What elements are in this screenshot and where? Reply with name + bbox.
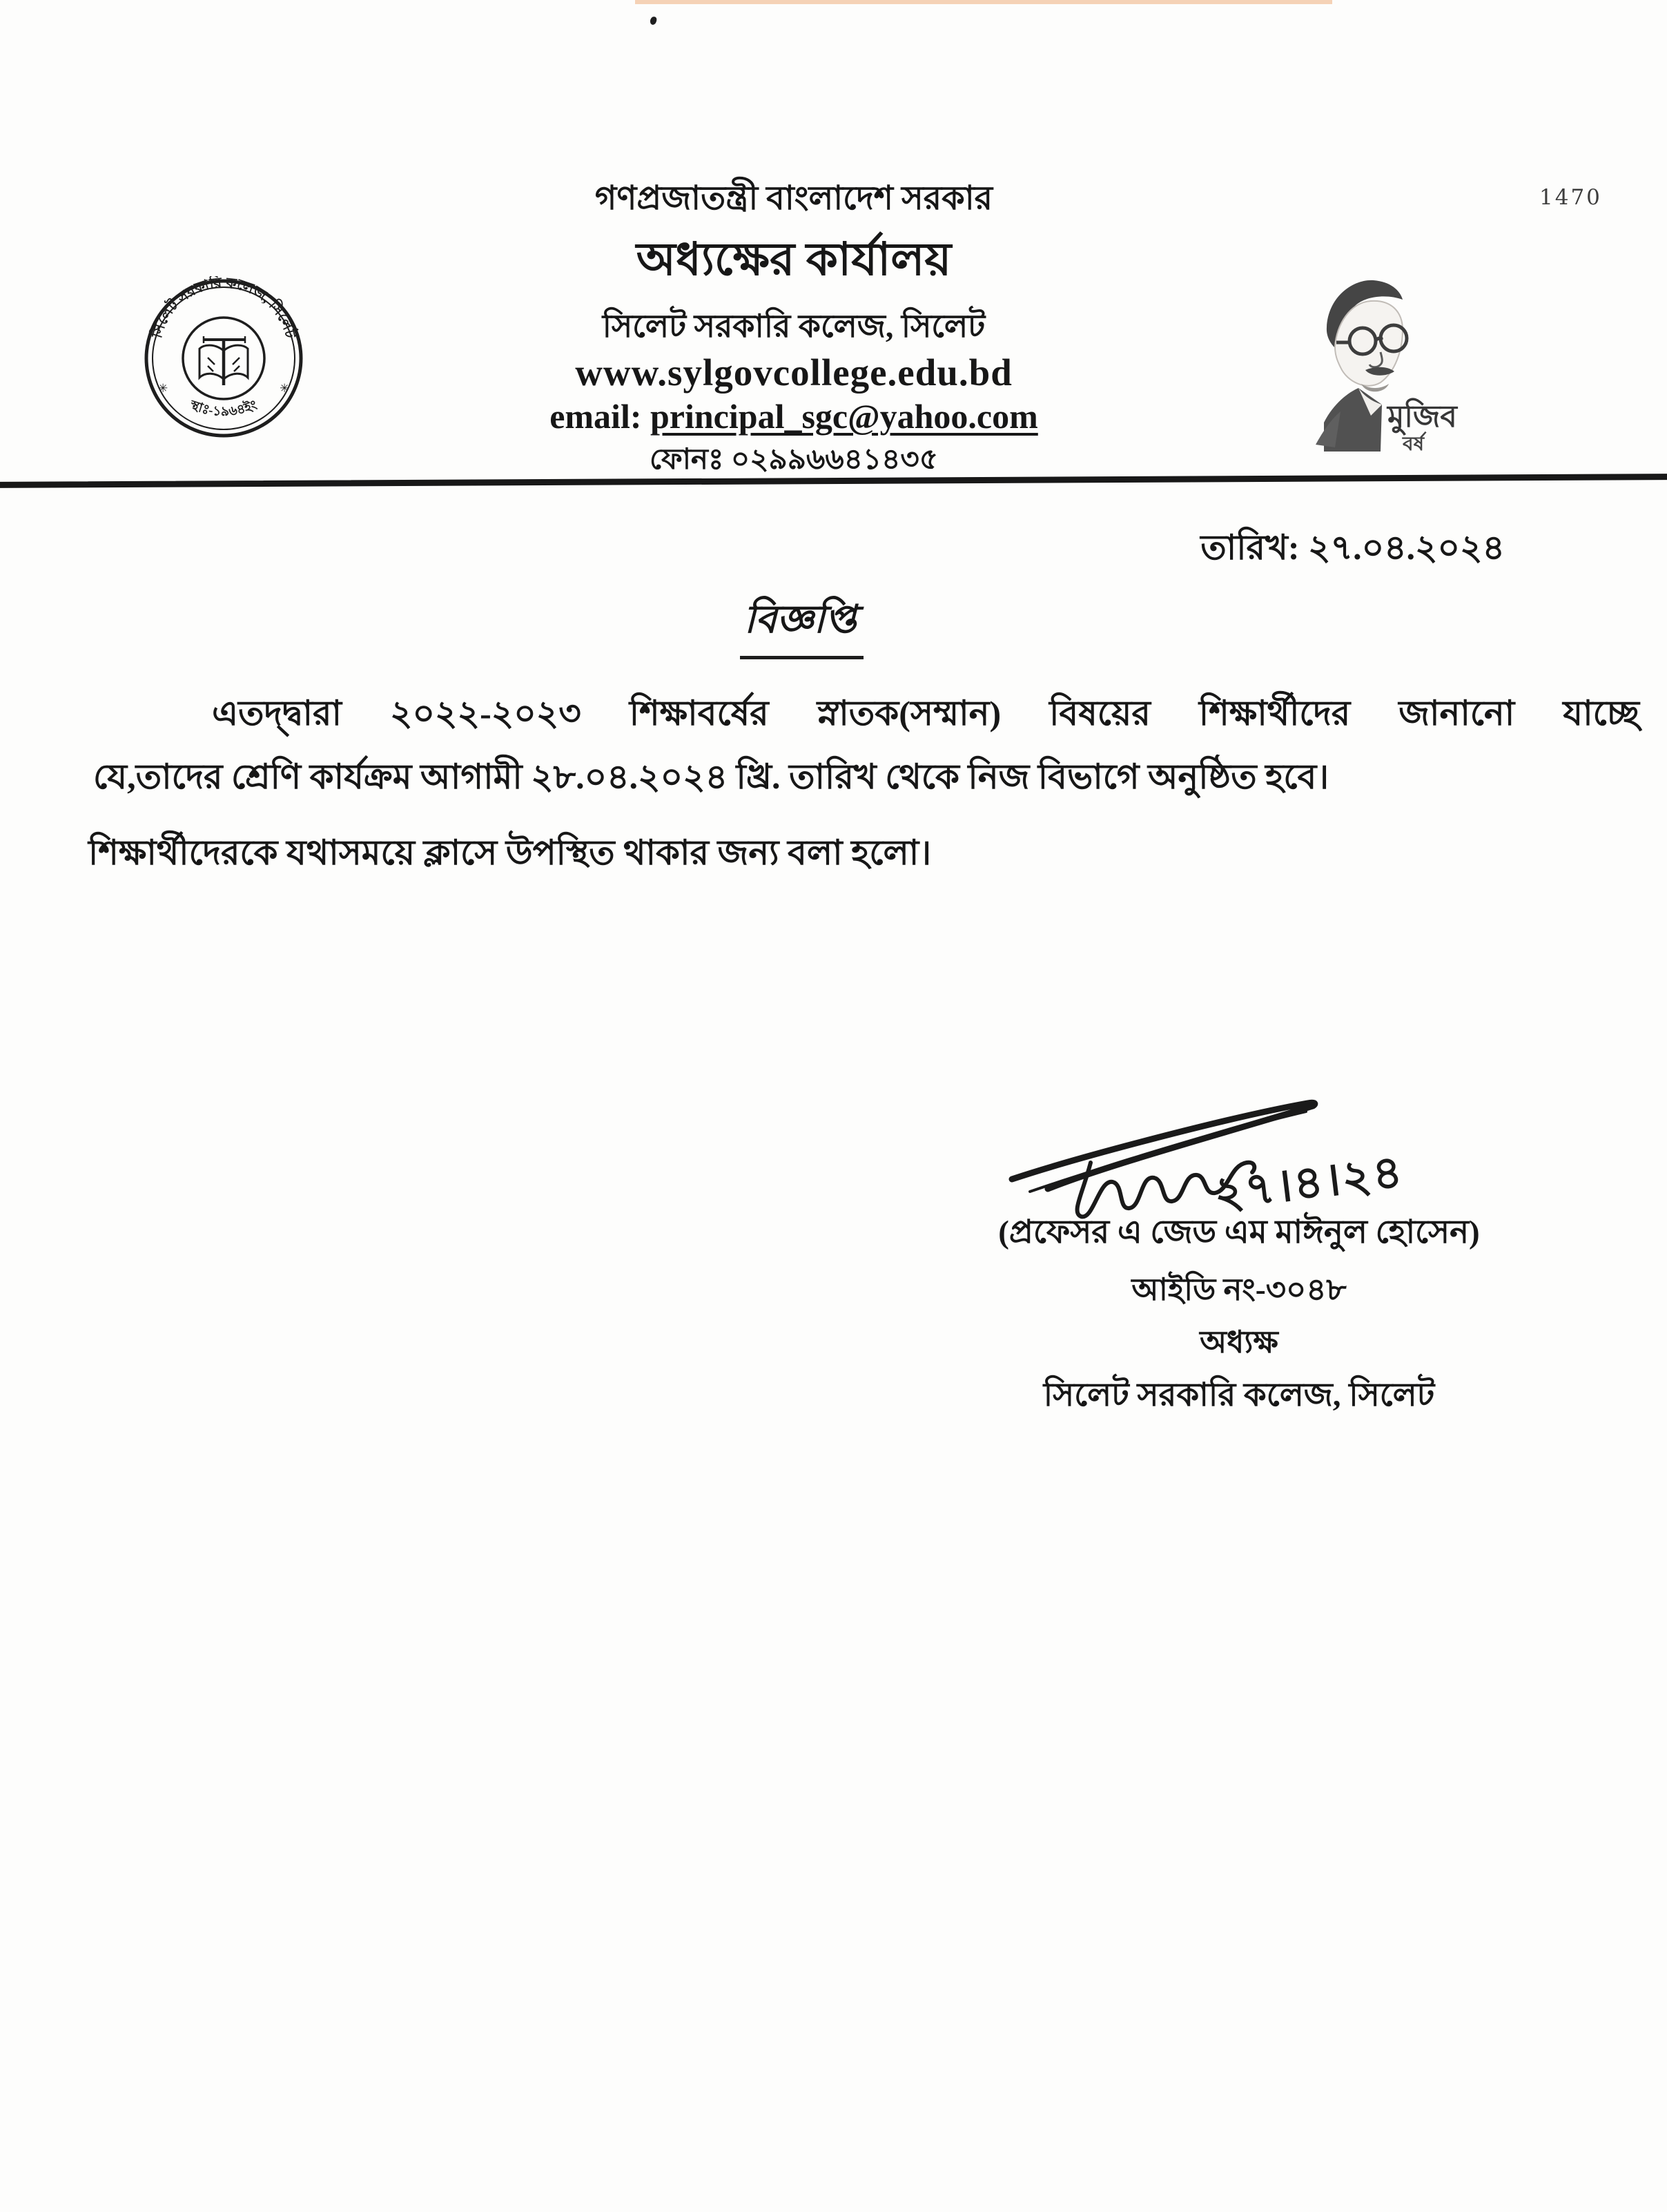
signature-handwritten-date: ২৭।৪।২৪	[1211, 1146, 1407, 1220]
seal-book-emblem	[199, 336, 248, 385]
signatory-institution: সিলেট সরকারি কলেজ, সিলেট	[1043, 1377, 1435, 1413]
college-website: www.sylgovcollege.edu.bd	[575, 351, 1013, 394]
serial-number: 1470	[1539, 185, 1602, 210]
office-name: অধ্যক্ষের কার্যালয়	[636, 235, 952, 285]
mujib-logo-subtitle: বর্ষ	[1403, 434, 1425, 455]
mujib-borsho-logo	[1299, 266, 1459, 457]
email-label: email:	[549, 397, 650, 436]
signatory-id: আইডি নং-৩০৪৮	[1131, 1272, 1347, 1307]
ink-speck-artifact	[650, 16, 658, 26]
seal-rim-text: সিলেট সরকারি কলেজ, সিলেট	[148, 276, 299, 340]
college-name: সিলেট সরকারি কলেজ, সিলেট	[602, 309, 986, 344]
body-line-3: শিক্ষার্থীদেরকে যথাসময়ে ক্লাসে উপস্থিত থাকার জন্য বলা হলো।	[88, 833, 932, 872]
mujib-logo-title: মুজিব	[1387, 400, 1457, 434]
svg-text:সিলেট সরকারি কলেজ, সিলেট	[148, 276, 300, 341]
seal-established-text: স্থাঃ-১৯৬৪ইং	[188, 398, 260, 420]
notice-title: বিজ্ঞপ্তি	[740, 590, 864, 659]
body-line-2: যে,তাদের শ্রেণি কার্যক্রম আগামী ২৮.০৪.২০২৪ খ্রি. তারিখ থেকে নিজ বিভাগে অনুষ্ঠিত হবে।	[93, 757, 1329, 796]
email-address: principal_sgc@yahoo.com	[650, 397, 1038, 436]
body-line-1: এতদ্দ্বারা ২০২২-২০২৩ শিক্ষাবর্ষের স্নাতক(সম্মান) বিষয়ের শিক্ষার্থীদের জানানো যাচ্ছে	[212, 694, 1639, 733]
notice-date: তারিখ: ২৭.০৪.২০২৪	[1200, 528, 1505, 567]
seal-star-left: ✳	[158, 382, 168, 395]
email-line	[311, 395, 1277, 438]
mujib-portrait-icon	[1299, 266, 1459, 457]
college-seal	[142, 276, 306, 440]
signatory-designation: অধ্যক্ষ	[1200, 1325, 1278, 1359]
seal-star-right: ✳	[280, 382, 290, 395]
phone-line: ফোনঃ ০২৯৯৬৬৪১৪৩৫	[650, 444, 938, 476]
college-seal-icon	[142, 276, 306, 440]
signatory-name: (প্রফেসর এ জেড এম মাঈনুল হোসেন)	[998, 1214, 1480, 1250]
government-name: গণপ্রজাতন্ত্রী বাংলাদেশ সরকার	[594, 180, 993, 217]
scan-edge-artifact	[635, 0, 1332, 4]
